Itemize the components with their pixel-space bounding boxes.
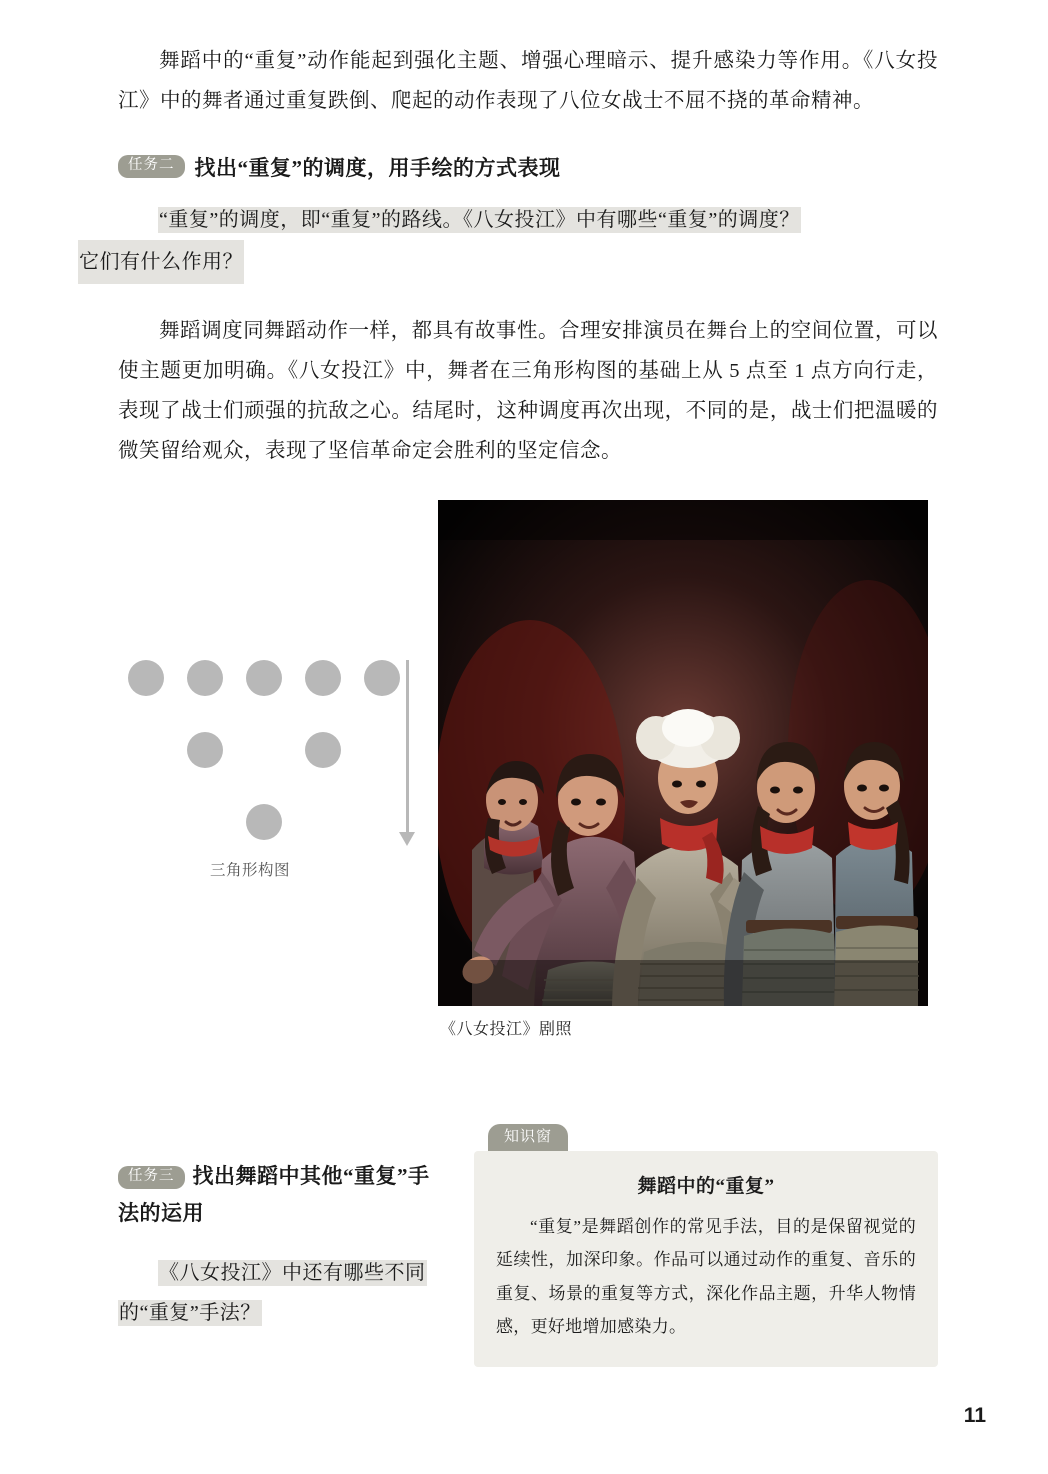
diagram-dot	[128, 660, 164, 696]
task-three-heading	[118, 1158, 448, 1232]
bottom-section	[118, 1124, 938, 1367]
diagram-dot	[305, 660, 341, 696]
knowledge-window-body	[474, 1151, 938, 1367]
triangle-diagram	[128, 660, 428, 890]
stage-photo	[438, 500, 928, 1006]
task-two-question-line2: 它们有什么作用？	[78, 240, 244, 284]
photo-caption: 《八女投江》剧照	[440, 1020, 573, 1038]
photo-figure	[438, 500, 928, 1039]
diagram-dot	[364, 660, 400, 696]
diagram-caption: 三角形构图	[210, 861, 291, 879]
diagram-dot	[246, 804, 282, 840]
figure-area	[118, 500, 938, 1080]
intro-paragraph: 舞蹈中的“重复”动作能起到强化主题、增强心理暗示、提升感染力等作用。《八女投江》中的舞者通过重复跌倒、爬起的动作表现了八位女战士不屈不挠的革命精神。	[118, 50, 938, 112]
knowledge-window	[474, 1124, 938, 1367]
task-three-question	[118, 1253, 448, 1333]
page-content	[79, 0, 938, 1367]
task-two-body: 舞蹈调度同舞蹈动作一样，都具有故事性。合理安排演员在舞台上的空间位置，可以使主题更加明确。《八女投江》中，舞者在三角形构图的基础上从 5 点至 1 点方向行走，表现了战士们顽强的抗敌之心。结尾时，这种调度再次出现，不同的是，战士们把温暖的微笑留给观众，表现了坚信革命定会胜利的坚定信念。	[118, 319, 938, 462]
task-three-title: 找出舞蹈中其他“重复”手法的运用	[118, 1163, 430, 1225]
knowledge-window-text: “重复”是舞蹈创作的常见手法，目的是保留视觉的延续性，加深印象。作品可以通过动作的重复、音乐的重复、场景的重复等方式，深化作品主题，升华人物情感，更好地增加感染力。	[496, 1217, 916, 1336]
diagram-dot	[246, 660, 282, 696]
direction-arrow-line	[406, 660, 409, 835]
knowledge-window-title: 舞蹈中的“重复”	[637, 1176, 775, 1198]
task-two-badge: 任务二	[118, 155, 185, 178]
task-two-question-line1: “重复”的调度，即“重复”的路线。《八女投江》中有哪些“重复”的调度？	[159, 208, 800, 231]
task-three-question-text: 《八女投江》中还有哪些不同的“重复”手法？	[119, 1262, 426, 1325]
task-three-badge: 任务三	[118, 1166, 185, 1189]
task-three-block	[118, 1124, 448, 1334]
task-two-question	[79, 200, 938, 284]
page-number: 11	[963, 1404, 986, 1427]
direction-arrow-icon	[399, 832, 415, 846]
diagram-dot	[187, 660, 223, 696]
task-two-title: 找出“重复”的调度，用手绘的方式表现	[194, 155, 561, 180]
knowledge-window-tab: 知识窗	[488, 1124, 568, 1152]
diagram-dot	[305, 732, 341, 768]
task-two-heading	[118, 152, 938, 182]
diagram-dot	[187, 732, 223, 768]
